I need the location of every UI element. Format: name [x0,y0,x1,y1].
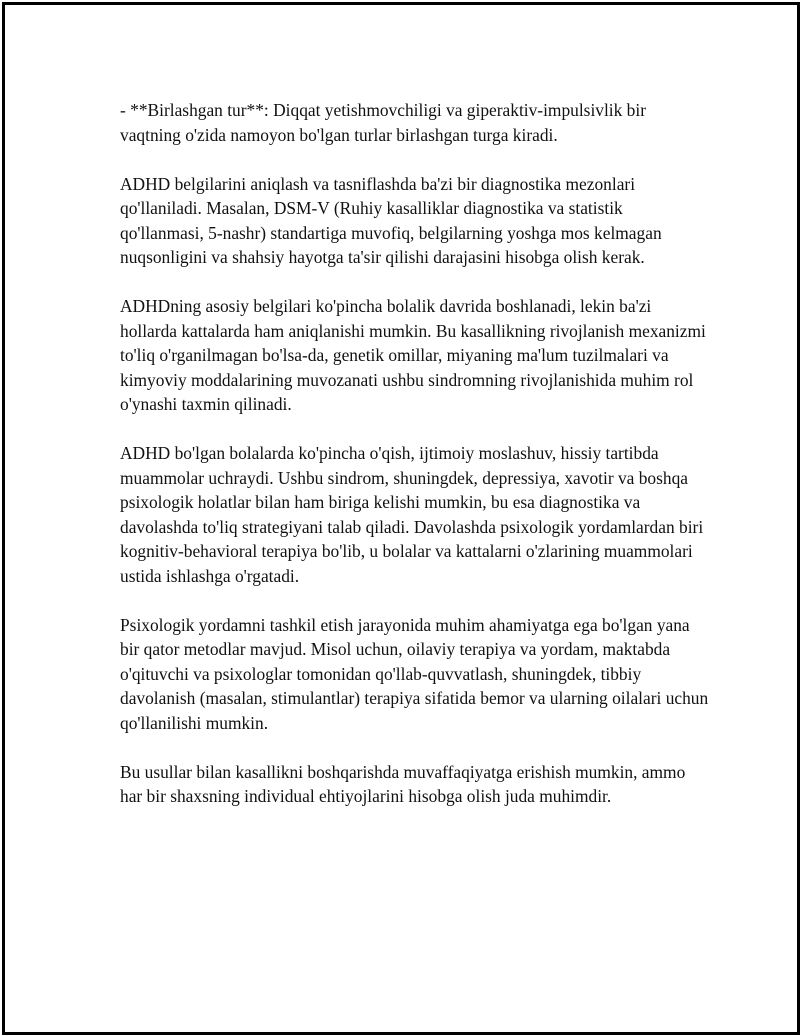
paragraph-support-methods: Psixologik yordamni tashkil etish jarayonida muhim ahamiyatga ega bo'lgan yana bir qator metodlar mavjud. Misol uchun, oilaviy terapiya va yordam, maktabda o'qituvchi va psixologlar tomonidan qo'llab-quvvatlash, shuningdek, tibbiy davolanish (masalan, stimulantlar) terapiya sifatida bemor va ularning oilalari uchun qo'llanilishi mumkin. [120,614,709,733]
paragraph-conclusion: Bu usullar bilan kasallikni boshqarishda muvaffaqiyatga erishish mumkin, ammo har bir shaxsning individual ehtiyojlarini hisobga olish juda muhimdir. [120,761,686,806]
document-body [120,98,710,833]
paragraph-combined-type: - **Birlashgan tur**: Diqqat yetishmovchiligi va giperaktiv-impulsivlik bir vaqtning o'zida namoyon bo'lgan turlar birlashgan turga kiradi. [120,100,646,145]
page-frame [2,2,800,1035]
paragraph-difficulties-and-therapy: ADHD bo'lgan bolalarda ko'pincha o'qish, ijtimoiy moslashuv, hissiy tartibda muammolar uchraydi. Ushbu sindrom, shuningdek, depressiya, xavotir va boshqa psixologik holatlar bilan ham biriga kelishi mumkin, bu esa diagnostika va davolashda to'liq strategiyani talab qiladi. Davolashda psixologik yordamlardan biri kognitiv-behavioral terapiya bo'lib, u bolalar va kattalarni o'zlarining muammolari ustida ishlashga o'rgatadi. [120,443,704,586]
paragraph-causes: ADHDning asosiy belgilari ko'pincha bolalik davrida boshlanadi, lekin ba'zi hollarda kattalarda ham aniqlanishi mumkin. Bu kasallikning rivojlanish mexanizmi to'liq o'rganilmagan bo'lsa-da, genetik omillar, miyaning ma'lum tuzilmalari va kimyoviy moddalarining muvozanati ushbu sindromning rivojlanishida muhim rol o'ynashi taxmin qilinadi. [120,296,706,414]
paragraph-diagnostic-criteria: ADHD belgilarini aniqlash va tasniflashda ba'zi bir diagnostika mezonlari qo'llaniladi. Masalan, DSM-V (Ruhiy kasalliklar diagnostika va statistik qo'llanmasi, 5-nashr) standartiga muvofiq, belgilarning yoshga mos kelmagan nuqsonligini va shahsiy hayotga ta'sir qilishi darajasini hisobga olish kerak. [120,173,662,267]
